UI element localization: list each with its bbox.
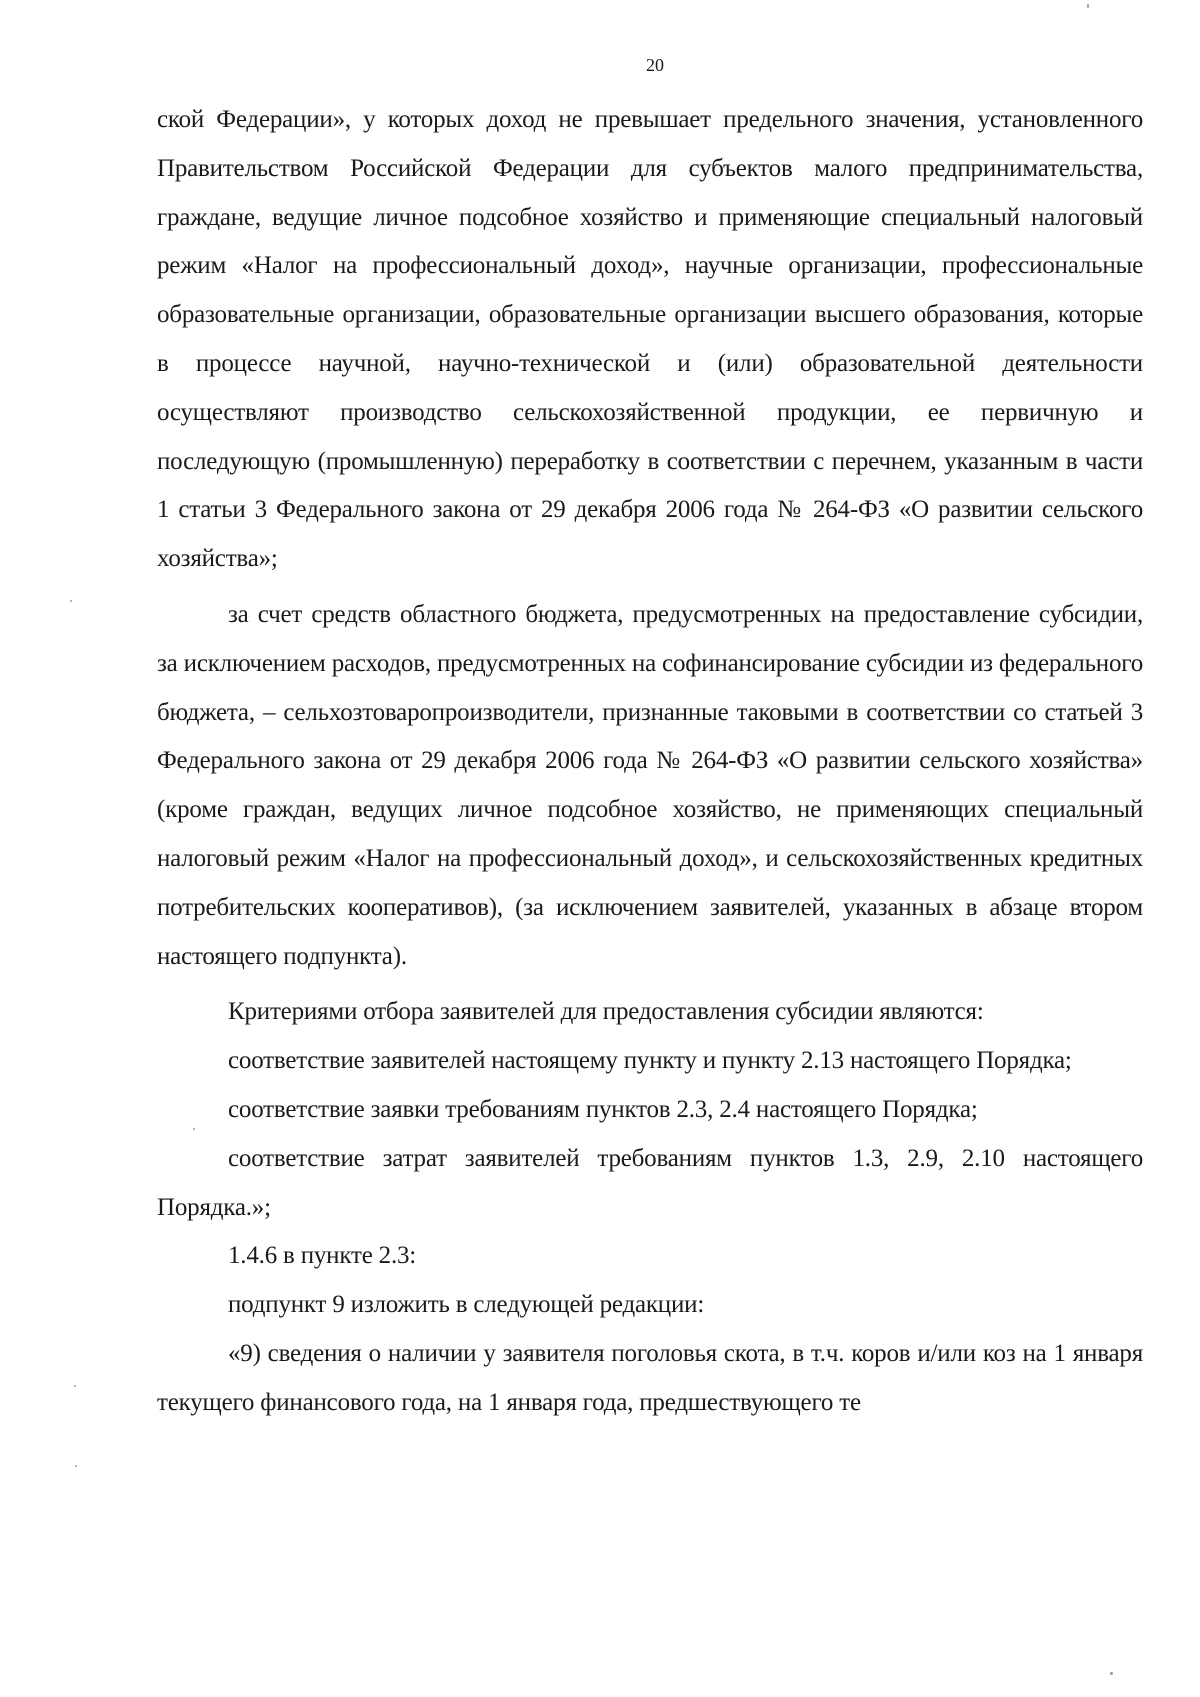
paragraph-selection-criteria: Критериями отбора заявителей для предоставления субсидии являются: (228, 998, 984, 1026)
paragraph-criterion-applicants: соответствие заявителей настоящему пункту и пункту 2.13 настоящего Порядка; (228, 1047, 1072, 1075)
paragraph-regional-budget: за счет средств областного бюджета, предусмотренных на предоставление субсидии, за исключением расходов, предусмотренных на софинансирование субсидии из федерального бюджета, – сельхозтоваропроизводители, признанные таковыми в соответствии со статьей 3 Федерального закона от 29 декабря 2006 года № 264-ФЗ «О развитии сельского хозяйства» (кроме граждан, ведущих личное подсобное хозяйство, не применяющих специальный налоговый режим «Налог на профессиональный доход», и сельскохозяйственных кредитных потребительских кооперативов), (за исключением заявителей, указанных в абзаце втором настоящего подпункта). (157, 600, 1143, 970)
paragraph-clause-1-4-6: 1.4.6 в пункте 2.3: (228, 1242, 417, 1270)
scan-speck (70, 600, 72, 602)
paragraph-continuation: ской Федерации», у которых доход не превышает предельного значения, установленного Правительством Российской Федерации для субъектов малого предпринимательства, граждане, ведущие личное подсобное хозяйство и применяющие специальный налоговый режим «Налог на профессиональный доход», научные организации, профессиональные образовательные организации, образовательные организации высшего образования, которые в процессе научной, научно-технической и (или) образовательной деятельности осуществляют производство сельскохозяйственной продукции, ее первичную и последующую (промышленную) переработку в соответствии с перечнем, указанным в части 1 статьи 3 Федерального закона от 29 декабря 2006 года № 264-ФЗ «О развитии сельского хозяйства»; (157, 106, 1143, 573)
paragraph-subclause-9: подпункт 9 изложить в следующей редакции: (228, 1291, 705, 1319)
document-body (157, 96, 1143, 1428)
scan-speck (74, 1385, 76, 1387)
scan-speck (75, 1465, 77, 1467)
scan-speck (193, 1128, 195, 1130)
scan-speck (1087, 4, 1089, 8)
paragraph-subclause-9-text: «9) сведения о наличии у заявителя поголовья скота, в т.ч. коров и/или коз на 1 января текущего финансового года, на 1 января года, предшествующего те (157, 1339, 1143, 1416)
paragraph-criterion-costs: соответствие затрат заявителей требованиям пунктов 1.3, 2.9, 2.10 настоящего Порядка.»; (157, 1144, 1143, 1221)
paragraph-criterion-application: соответствие заявки требованиям пунктов 2.3, 2.4 настоящего Порядка; (228, 1095, 978, 1123)
page-number: 20 (646, 55, 664, 75)
scan-speck (1110, 1672, 1113, 1675)
